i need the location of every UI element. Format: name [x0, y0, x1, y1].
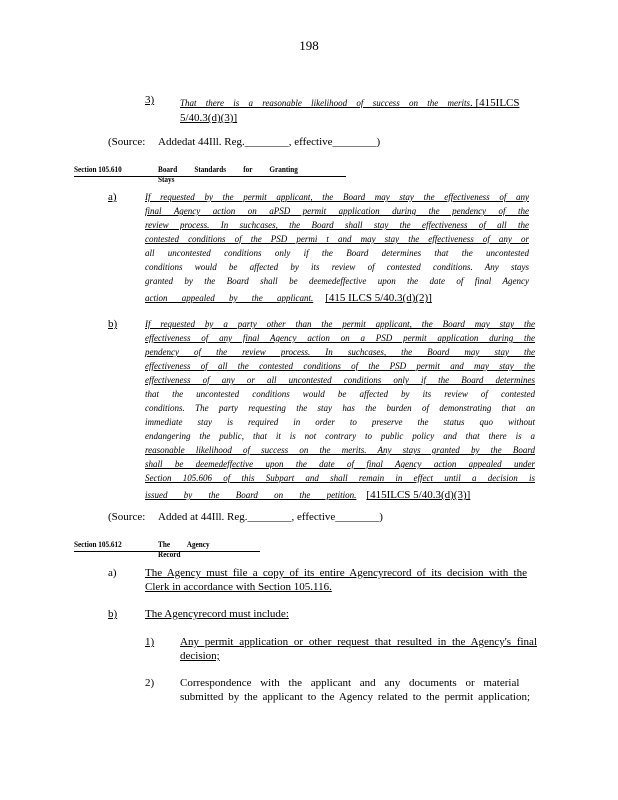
para-a-cite: [415 ILCS 5/40.3(d)(2)]: [325, 292, 432, 304]
record-b1-line1: Any permit application or other request that resulted in the Agency's final: [180, 636, 537, 648]
para-b-line: immediate stay is required in order to preserve the status quo without: [145, 417, 535, 427]
record-b-marker: b): [108, 608, 118, 620]
para-b-body: [145, 317, 535, 503]
section-612-title: The Agency Record: [158, 539, 210, 559]
item-3-cite: . [415ILCS: [470, 97, 520, 109]
record-a-line2: Clerk in accordance with Section 105.116.: [145, 581, 332, 593]
para-a-line: final Agency action on aPSD permit application during the pendency of the: [145, 206, 529, 216]
para-b-line: effectiveness of all the contested conditions of the PSD permit and may stay the: [145, 361, 535, 371]
section-610-number: Section 105.610: [74, 164, 122, 174]
section-612-number: Section 105.612: [74, 539, 122, 549]
source-2-label: (Source:: [108, 511, 146, 523]
record-b2-body: [180, 676, 530, 704]
para-b-line: If requested by a party other than the permit applicant, the Board may stay the: [145, 319, 535, 329]
para-b-line: that the uncontested conditions would be affected by its review of contested: [145, 389, 535, 399]
record-b1-line2: decision;: [180, 650, 220, 662]
item-3-text: [180, 93, 535, 125]
record-b-text: The Agencyrecord must include:: [145, 608, 289, 620]
para-a-line: all uncontested conditions only if the Board determines that the uncontested: [145, 248, 529, 258]
record-b2-line1: Correspondence with the applicant and any documents or material: [180, 677, 520, 689]
para-b-last-line: issued by the Board on the petition.: [145, 490, 357, 500]
para-b-line: reasonable likelihood of success on the merits. Any stays granted by the Board: [145, 445, 535, 455]
section-610-title: Board Standards for Granting Stays: [158, 164, 298, 184]
record-b1-body: [180, 635, 537, 663]
section-612-heading: [74, 538, 260, 559]
para-b-line: effectiveness of any final Agency action on a PSD permit application during the: [145, 333, 535, 343]
para-b-line: shall be deemedeffective upon the date of final Agency action appealed under: [145, 459, 535, 469]
page-number: 198: [299, 38, 319, 53]
record-a-body: [145, 566, 527, 594]
source-2-text: Added at 44Ill. Reg.________, effective________): [158, 511, 383, 523]
record-a-line1: The Agency must file a copy of its entire Agencyrecord of its decision with the: [145, 567, 527, 579]
record-b2-marker: 2): [145, 677, 155, 689]
para-b-cite: [415ILCS 5/40.3(d)(3)]: [366, 489, 471, 501]
para-a-marker: a): [108, 191, 117, 203]
item-3-line2: 5/40.3(d)(3)]: [180, 112, 238, 124]
para-a-line: granted by the Board shall be deemedeffective upon the date of final Agency: [145, 276, 529, 286]
section-610-heading: [74, 163, 346, 184]
item-3-marker: 3): [145, 94, 155, 106]
para-a-last-line: action appealed by the applicant.: [145, 293, 314, 303]
para-a-line: If requested by the permit applicant, the Board may stay the effectiveness of any: [145, 192, 529, 202]
para-a-body: [145, 190, 529, 306]
source-note-2: [108, 510, 383, 524]
source-note-1: [108, 135, 380, 149]
record-b2-line2: submitted by the applicant to the Agency related to the permit application;: [180, 691, 530, 703]
para-b-line: Section 105.606 of this Subpart and shall remain in effect until a decision is: [145, 473, 535, 483]
para-b-line: effectiveness of any or all uncontested conditions only if the Board determines: [145, 375, 535, 385]
record-a-marker: a): [108, 567, 117, 579]
para-a-line: review process. In suchcases, the Board shall stay the effectiveness of all the: [145, 220, 529, 230]
para-a-line: contested conditions of the PSD permi t and may stay the effectiveness of any or: [145, 234, 529, 244]
para-b-marker: b): [108, 318, 118, 330]
para-a-line: conditions would be affected by its review of contested conditions. Any stays: [145, 262, 529, 272]
item-3-line1: That there is a reasonable likelihood of success on the merits: [180, 98, 470, 108]
source-1-text: Addedat 44Ill. Reg.________, effective________): [158, 136, 381, 148]
source-1-label: (Source:: [108, 136, 146, 148]
record-b1-marker: 1): [145, 636, 155, 648]
para-b-line: pendency of the review process. In suchcases, the Board may stay the: [145, 347, 535, 357]
para-b-line: endangering the public, that it is not contrary to public policy and that there is a: [145, 431, 535, 441]
para-b-line: conditions. The party requesting the stay has the burden of demonstrating that an: [145, 403, 535, 413]
